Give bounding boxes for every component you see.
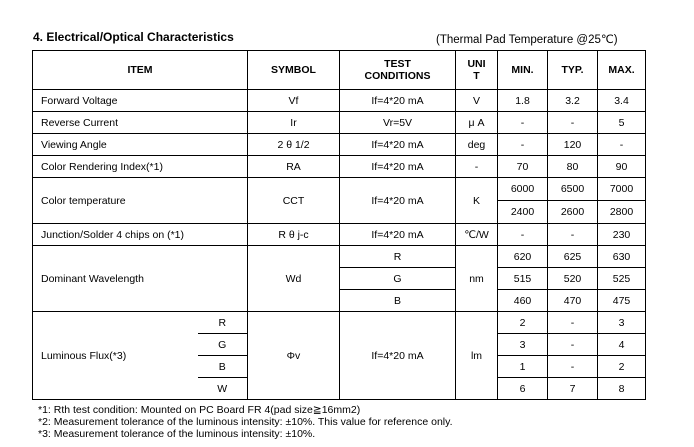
symbol-cell: Wd xyxy=(248,246,340,312)
header-test-conditions: TEST CONDITIONS xyxy=(340,51,456,90)
header-min: MIN. xyxy=(498,51,548,90)
typ-cell: - xyxy=(548,112,598,134)
test-cell: If=4*20 mA xyxy=(340,178,456,224)
footnote: *3: Measurement tolerance of the luminous intensity: ±10%. xyxy=(38,428,316,440)
min-cell: - xyxy=(498,112,548,134)
min-cell: 515 xyxy=(498,268,548,290)
min-cell: 2 xyxy=(498,312,548,334)
test-condition-note: (Thermal Pad Temperature @25℃) xyxy=(436,34,618,46)
max-cell: 5 xyxy=(598,112,646,134)
symbol-cell: CCT xyxy=(248,178,340,224)
test-cell: If=4*20 mA xyxy=(340,156,456,178)
flux-color-label: W xyxy=(198,378,248,400)
test-cell: Vr=5V xyxy=(340,112,456,134)
typ-cell: 520 xyxy=(548,268,598,290)
symbol-cell: RA xyxy=(248,156,340,178)
unit-cell: V xyxy=(456,90,498,112)
footnote: *1: Rth test condition: Mounted on PC Board FR 4(pad size≧16mm2) xyxy=(38,404,361,416)
item-viewing-angle: Viewing Angle xyxy=(33,134,248,156)
min-cell: 6000 xyxy=(498,178,548,201)
max-cell: 7000 xyxy=(598,178,646,201)
unit-cell: nm xyxy=(456,246,498,312)
unit-cell: - xyxy=(456,156,498,178)
flux-color-label: G xyxy=(198,334,248,356)
table-row xyxy=(33,112,646,134)
max-cell: 630 xyxy=(598,246,646,268)
min-cell: - xyxy=(498,224,548,246)
typ-cell: 7 xyxy=(548,378,598,400)
symbol-cell: 2 θ 1/2 xyxy=(248,134,340,156)
item-dominant-wavelength: Dominant Wavelength xyxy=(33,246,248,312)
max-cell: 3.4 xyxy=(598,90,646,112)
symbol-cell: R θ j-c xyxy=(248,224,340,246)
max-cell: 90 xyxy=(598,156,646,178)
unit-cell: μ A xyxy=(456,112,498,134)
table-row xyxy=(33,134,646,156)
typ-cell: - xyxy=(548,334,598,356)
header-max: MAX. xyxy=(598,51,646,90)
characteristics-table xyxy=(32,50,646,400)
max-cell: 230 xyxy=(598,224,646,246)
flux-color-label: R xyxy=(198,312,248,334)
symbol-cell: Vf xyxy=(248,90,340,112)
min-cell: 1 xyxy=(498,356,548,378)
header-typ: TYP. xyxy=(548,51,598,90)
max-cell: 2800 xyxy=(598,201,646,224)
footnotes xyxy=(38,404,453,440)
typ-cell: 80 xyxy=(548,156,598,178)
max-cell: 525 xyxy=(598,268,646,290)
table-row xyxy=(33,312,646,334)
max-cell: 475 xyxy=(598,290,646,312)
table-row xyxy=(33,156,646,178)
test-cell: If=4*20 mA xyxy=(340,134,456,156)
flux-color-label: B xyxy=(198,356,248,378)
test-cell: If=4*20 mA xyxy=(340,90,456,112)
min-cell: 3 xyxy=(498,334,548,356)
table-row xyxy=(33,246,646,268)
test-cell: B xyxy=(340,290,456,312)
typ-cell: 2600 xyxy=(548,201,598,224)
min-cell: 620 xyxy=(498,246,548,268)
typ-cell: 625 xyxy=(548,246,598,268)
header-unit: UNI T xyxy=(456,51,498,90)
unit-cell: K xyxy=(456,178,498,224)
item-color-rendering-index: Color Rendering Index(*1) xyxy=(33,156,248,178)
table-row xyxy=(33,178,646,201)
header-item: ITEM xyxy=(33,51,248,90)
min-cell: 6 xyxy=(498,378,548,400)
max-cell: 3 xyxy=(598,312,646,334)
min-cell: 70 xyxy=(498,156,548,178)
max-cell: 4 xyxy=(598,334,646,356)
unit-cell: deg xyxy=(456,134,498,156)
section-title: 4. Electrical/Optical Characteristics xyxy=(33,30,234,44)
max-cell: - xyxy=(598,134,646,156)
item-forward-voltage: Forward Voltage xyxy=(33,90,248,112)
item-thermal-resistance: Junction/Solder 4 chips on (*1) xyxy=(33,224,248,246)
item-color-temperature: Color temperature xyxy=(33,178,248,224)
item-reverse-current: Reverse Current xyxy=(33,112,248,134)
unit-cell: lm xyxy=(456,312,498,400)
header-row xyxy=(33,51,646,90)
min-cell: 2400 xyxy=(498,201,548,224)
table-row xyxy=(33,90,646,112)
table-row xyxy=(33,224,646,246)
typ-cell: 470 xyxy=(548,290,598,312)
typ-cell: - xyxy=(548,356,598,378)
header-symbol: SYMBOL xyxy=(248,51,340,90)
min-cell: 1.8 xyxy=(498,90,548,112)
test-cell: G xyxy=(340,268,456,290)
test-cell: If=4*20 mA xyxy=(340,224,456,246)
test-cell: If=4*20 mA xyxy=(340,312,456,400)
footnote: *2: Measurement tolerance of the luminous intensity: ±10%. This value for reference only. xyxy=(38,416,453,428)
unit-cell: ℃/W xyxy=(456,224,498,246)
symbol-cell: Ir xyxy=(248,112,340,134)
typ-cell: 120 xyxy=(548,134,598,156)
test-cell: R xyxy=(340,246,456,268)
typ-cell: 6500 xyxy=(548,178,598,201)
min-cell: - xyxy=(498,134,548,156)
min-cell: 460 xyxy=(498,290,548,312)
typ-cell: - xyxy=(548,312,598,334)
symbol-cell: Φv xyxy=(248,312,340,400)
typ-cell: 3.2 xyxy=(548,90,598,112)
typ-cell: - xyxy=(548,224,598,246)
max-cell: 8 xyxy=(598,378,646,400)
item-luminous-flux: Luminous Flux(*3) xyxy=(33,312,198,400)
max-cell: 2 xyxy=(598,356,646,378)
